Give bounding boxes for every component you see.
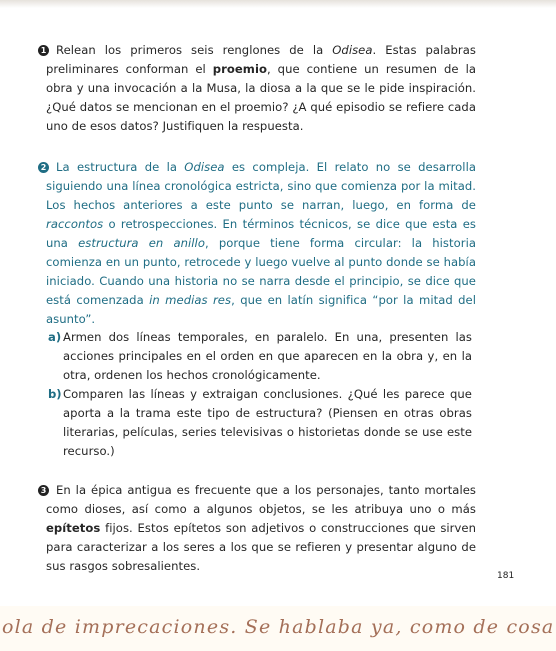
- title-odisea: Odisea: [332, 43, 373, 57]
- question-2a-label: a): [48, 330, 62, 344]
- question-2b: [48, 385, 472, 461]
- page-number: 181: [497, 571, 515, 581]
- term-in-medias-res: in medias res: [149, 293, 232, 307]
- page-top-shadow: [0, 0, 556, 8]
- handwritten-text: ola de imprecaciones. Se hablaba ya, como de cosa: [2, 616, 555, 638]
- question-2-number: 2: [38, 162, 49, 173]
- question-3: [40, 481, 476, 576]
- term-epitetos: epítetos: [46, 521, 101, 535]
- question-2: [40, 158, 476, 329]
- term-estructura-anillo: estructura en anillo: [78, 236, 205, 250]
- question-1-text: Relean los primeros seis renglones de la Odisea. Estas palabras preliminares conforman el proemio, que contiene un resumen de la obra y una invocación a la Musa, la diosa a la que se le pide inspiración. ¿Qué datos se mencionan en el proemio? ¿A qué episodio se refiere cada uno de esos datos? Justifiquen la respuesta.: [46, 43, 476, 133]
- term-raccontos: raccontos: [46, 217, 104, 231]
- title-odisea-2: Odisea: [184, 160, 225, 174]
- question-2b-text: Comparen las líneas y extraigan conclusiones. ¿Qué les parece que aporta a la trama este tipo de estructura? (Piensen en otras obras literarias, películas, series televisivas o historietas donde se use este recurso.): [63, 387, 472, 458]
- question-3-number: 3: [38, 485, 49, 496]
- question-2b-label: b): [48, 387, 62, 401]
- term-proemio: proemio: [212, 62, 267, 76]
- question-1-number: 1: [38, 45, 49, 56]
- question-2-text: La estructura de la Odisea es compleja. El relato no se desarrolla siguiendo una línea cronológica estricta, sino que comienza por la mitad. Los hechos anteriores a este punto se narran, luego, en forma de raccontos o retrospecciones. En términos técnicos, se dice que esta es una estructura en anillo, porque tiene forma circular: la historia comienza en un punto, retrocede y luego vuelve al punto donde se había iniciado. Cuando una historia no se narra desde el principio, se dice que está comenzada in medias res, que en latín significa “por la mitad del asunto”.: [46, 160, 476, 326]
- question-2a-text: Armen dos líneas temporales, en paralelo. En una, presenten las acciones principales en el orden en que aparecen en la obra y, en la otra, ordenen los hechos cronológicamente.: [63, 330, 472, 382]
- question-1: [40, 41, 476, 136]
- question-2a: [48, 328, 472, 385]
- handwritten-strip: [0, 606, 556, 651]
- question-3-text: En la épica antigua es frecuente que a los personajes, tanto mortales como dioses, así como a algunos objetos, se les atribuya uno o más epítetos fijos. Estos epítetos son adjetivos o construcciones que sirven para caracterizar a los seres a los que se refieren y presentar alguno de sus rasgos sobresalientes.: [46, 483, 476, 573]
